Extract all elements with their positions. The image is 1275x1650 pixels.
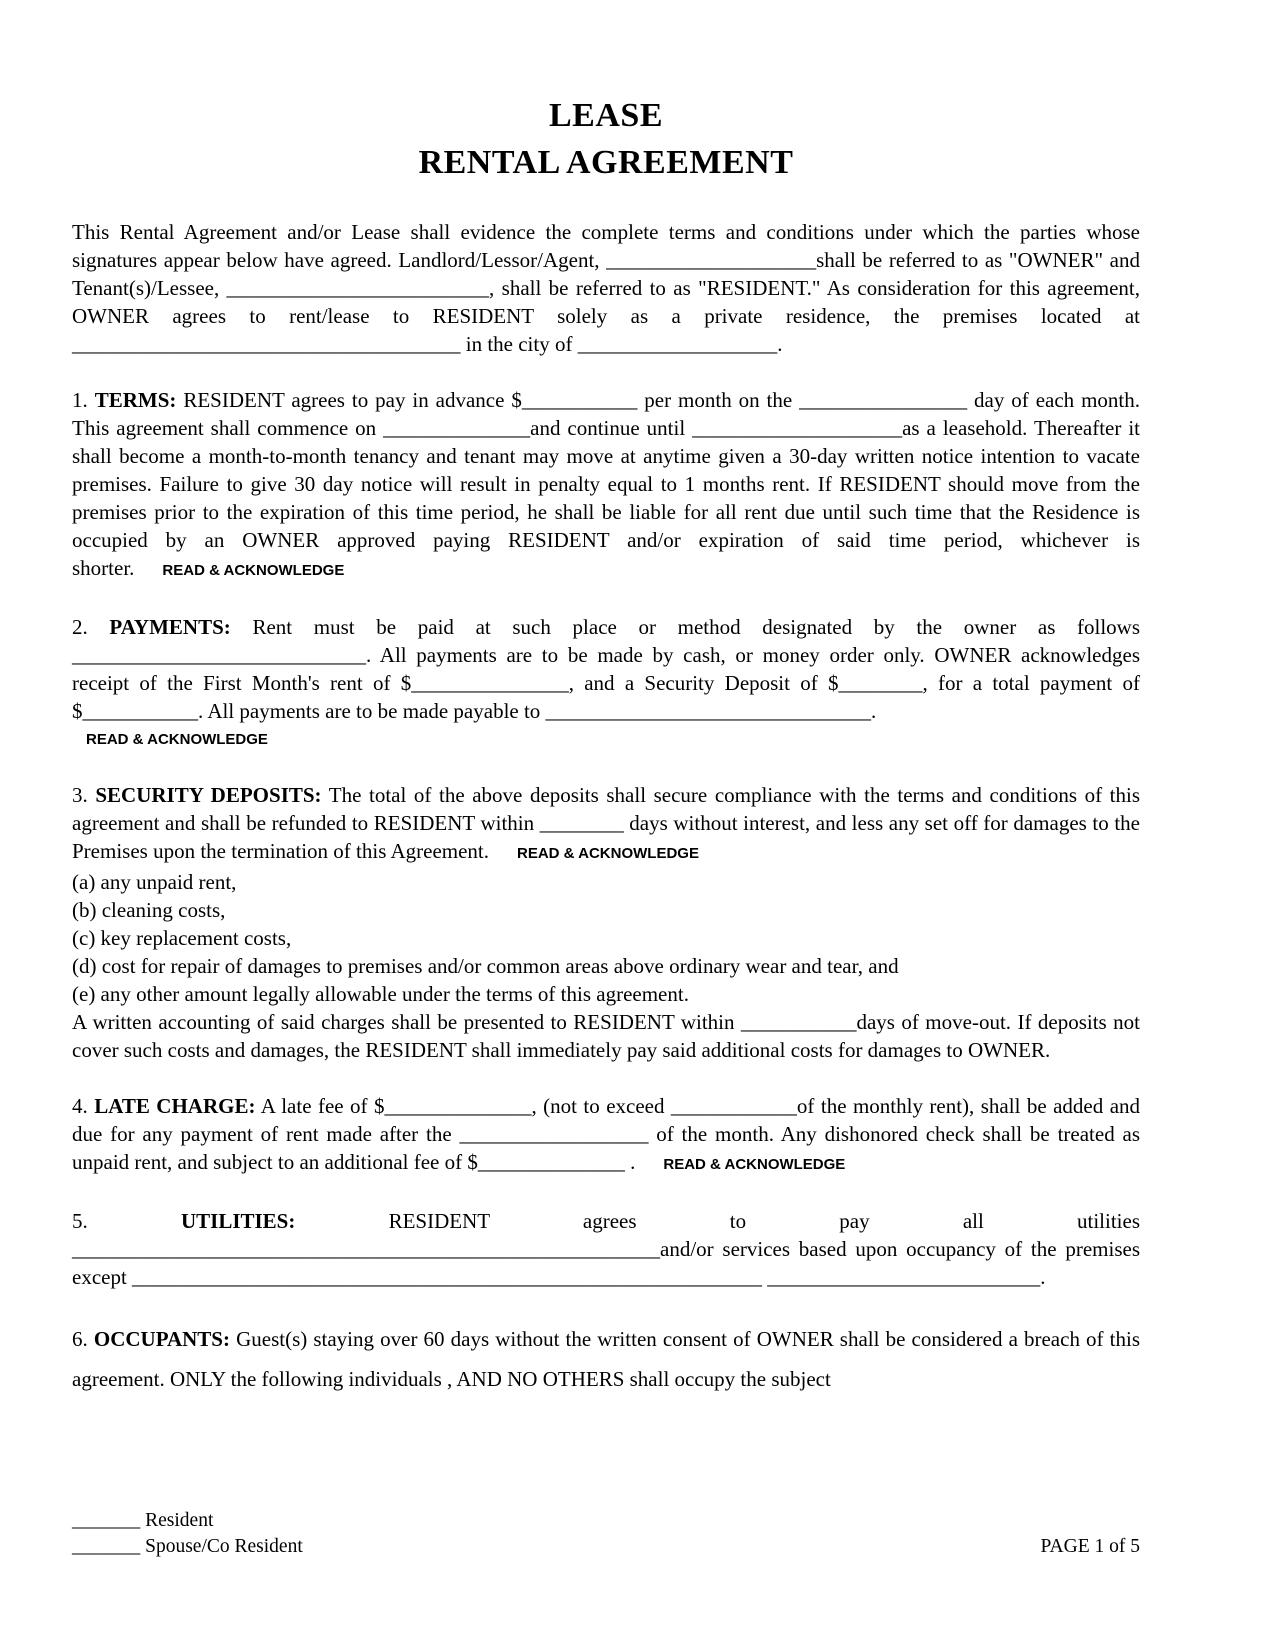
section-body-text: The total of the above deposits shall secure compliance with the terms and conditions of this agreement and shall be refunded to RESIDENT within ________ days without interest, and less any set off for damages to the Premises upon the termination of this Agreement.: [72, 783, 1140, 863]
section-heading: PAYMENTS:: [109, 615, 231, 639]
section-number: 3.: [72, 783, 88, 807]
section-utilities: [72, 1207, 1140, 1291]
section-number: 4.: [72, 1094, 88, 1118]
resident-initial-line: [72, 1508, 303, 1534]
section-occupants: [72, 1319, 1140, 1399]
section-number: 2.: [72, 615, 88, 639]
deduction-item-a: (a) any unpaid rent,: [72, 870, 237, 894]
spouse-initial-blank: _______: [72, 1536, 141, 1557]
section-terms: [72, 386, 1140, 585]
spouse-initial-label: Spouse/Co Resident: [145, 1536, 303, 1557]
section-security-deposits: [72, 781, 1140, 868]
deduction-item-b: (b) cleaning costs,: [72, 898, 226, 922]
title-line-lease: LEASE: [549, 97, 663, 134]
page-footer: [72, 1508, 1140, 1560]
intro-paragraph: [72, 218, 1140, 358]
section-payments: [72, 613, 1140, 725]
read-acknowledge-label: READ & ACKNOWLEDGE: [162, 562, 345, 579]
section-heading: TERMS:: [94, 388, 177, 412]
section-heading: SECURITY DEPOSITS:: [95, 783, 322, 807]
read-acknowledge-label: READ & ACKNOWLEDGE: [86, 731, 268, 748]
security-deposits-continuation: A written accounting of said charges shall be presented to RESIDENT within ___________days of move-out. If deposits not cover such costs and damages, the RESIDENT shall immediately pay said additional costs for damages to OWNER.: [72, 1010, 1140, 1062]
section-body-text: RESIDENT agrees to pay all utilities ________________________________________________________and/or services based upon occupancy of the premises except ____________________________________________________________ __________________________.: [72, 1209, 1141, 1289]
section-number: 1.: [72, 388, 88, 412]
section-body-text: A late fee of $______________, (not to exceed ____________of the monthly rent), shall be added and due for any payment of rent made after the __________________ of the month. Any dishonored check shall be treated as unpaid rent, and subject to an additional fee of $______________ .: [72, 1094, 1141, 1174]
spouse-initial-line: [72, 1534, 303, 1560]
section-body-text: RESIDENT agrees to pay in advance $___________ per month on the ________________ day of each month. This agreement shall commence on ______________and continue until ____________________as a leasehold. Thereafter it shall become a month-to-month tenancy and tenant may move at anytime given a 30-day written notice intention to vacate premises. Failure to give 30 day notice will result in penalty equal to 1 months rent. If RESIDENT should move from the premises prior to the expiration of this time period, he shall be liable for all rent due until such time that the Residence is occupied by an OWNER approved paying RESIDENT and/or expiration of said time period, whichever is shorter.: [72, 388, 1141, 580]
section-number: 5.: [72, 1209, 88, 1233]
intro-text: This Rental Agreement and/or Lease shall evidence the complete terms and conditions under which the parties whose signatures appear below have agreed. Landlord/Lessor/Agent, ____________________shall be referred to as "OWNER" and Tenant(s)/Lessee, _________________________, shall be referred to as "RESIDENT." As consideration for this agreement, OWNER agrees to rent/lease to RESIDENT solely as a private residence, the premises located at _____________________________________ in the city of ___________________.: [72, 220, 1140, 356]
read-acknowledge-label: READ & ACKNOWLEDGE: [663, 1156, 846, 1173]
document-title: [72, 92, 1140, 186]
deduction-item-c: (c) key replacement costs,: [72, 926, 292, 950]
resident-initial-blank: _______: [72, 1510, 141, 1531]
resident-initial-label: Resident: [145, 1510, 214, 1531]
section-heading: LATE CHARGE:: [94, 1094, 256, 1118]
page-indicator: PAGE 1 of 5: [1040, 1536, 1140, 1557]
section-late-charge: [72, 1092, 1140, 1179]
signature-initial-column: [72, 1508, 303, 1560]
deduction-item-d: (d) cost for repair of damages to premises and/or common areas above ordinary wear and tear, and: [72, 954, 899, 978]
section-heading: OCCUPANTS:: [93, 1327, 230, 1351]
section-body-text: Guest(s) staying over 60 days without the written consent of OWNER shall be considered a breach of this agreement. ONLY the following individuals , AND NO OTHERS shall occupy the subject: [72, 1327, 1140, 1391]
read-acknowledge-label: READ & ACKNOWLEDGE: [517, 845, 699, 862]
section-number: 6.: [72, 1327, 88, 1351]
deduction-item-e: (e) any other amount legally allowable under the terms of this agreement.: [72, 982, 689, 1006]
title-line-rental-agreement: RENTAL AGREEMENT: [418, 144, 794, 181]
section-body-text: Rent must be paid at such place or method designated by the owner as follows ____________________________. All payments are to be made by cash, or money order only. OWNER acknowledges receipt of the First Month's rent of $_______________, and a Security Deposit of $________, for a total payment of $___________. All payments are to be made payable to _______________________________.: [72, 615, 1141, 723]
section-heading: UTILITIES:: [180, 1209, 296, 1233]
document-body: [72, 218, 1140, 1399]
